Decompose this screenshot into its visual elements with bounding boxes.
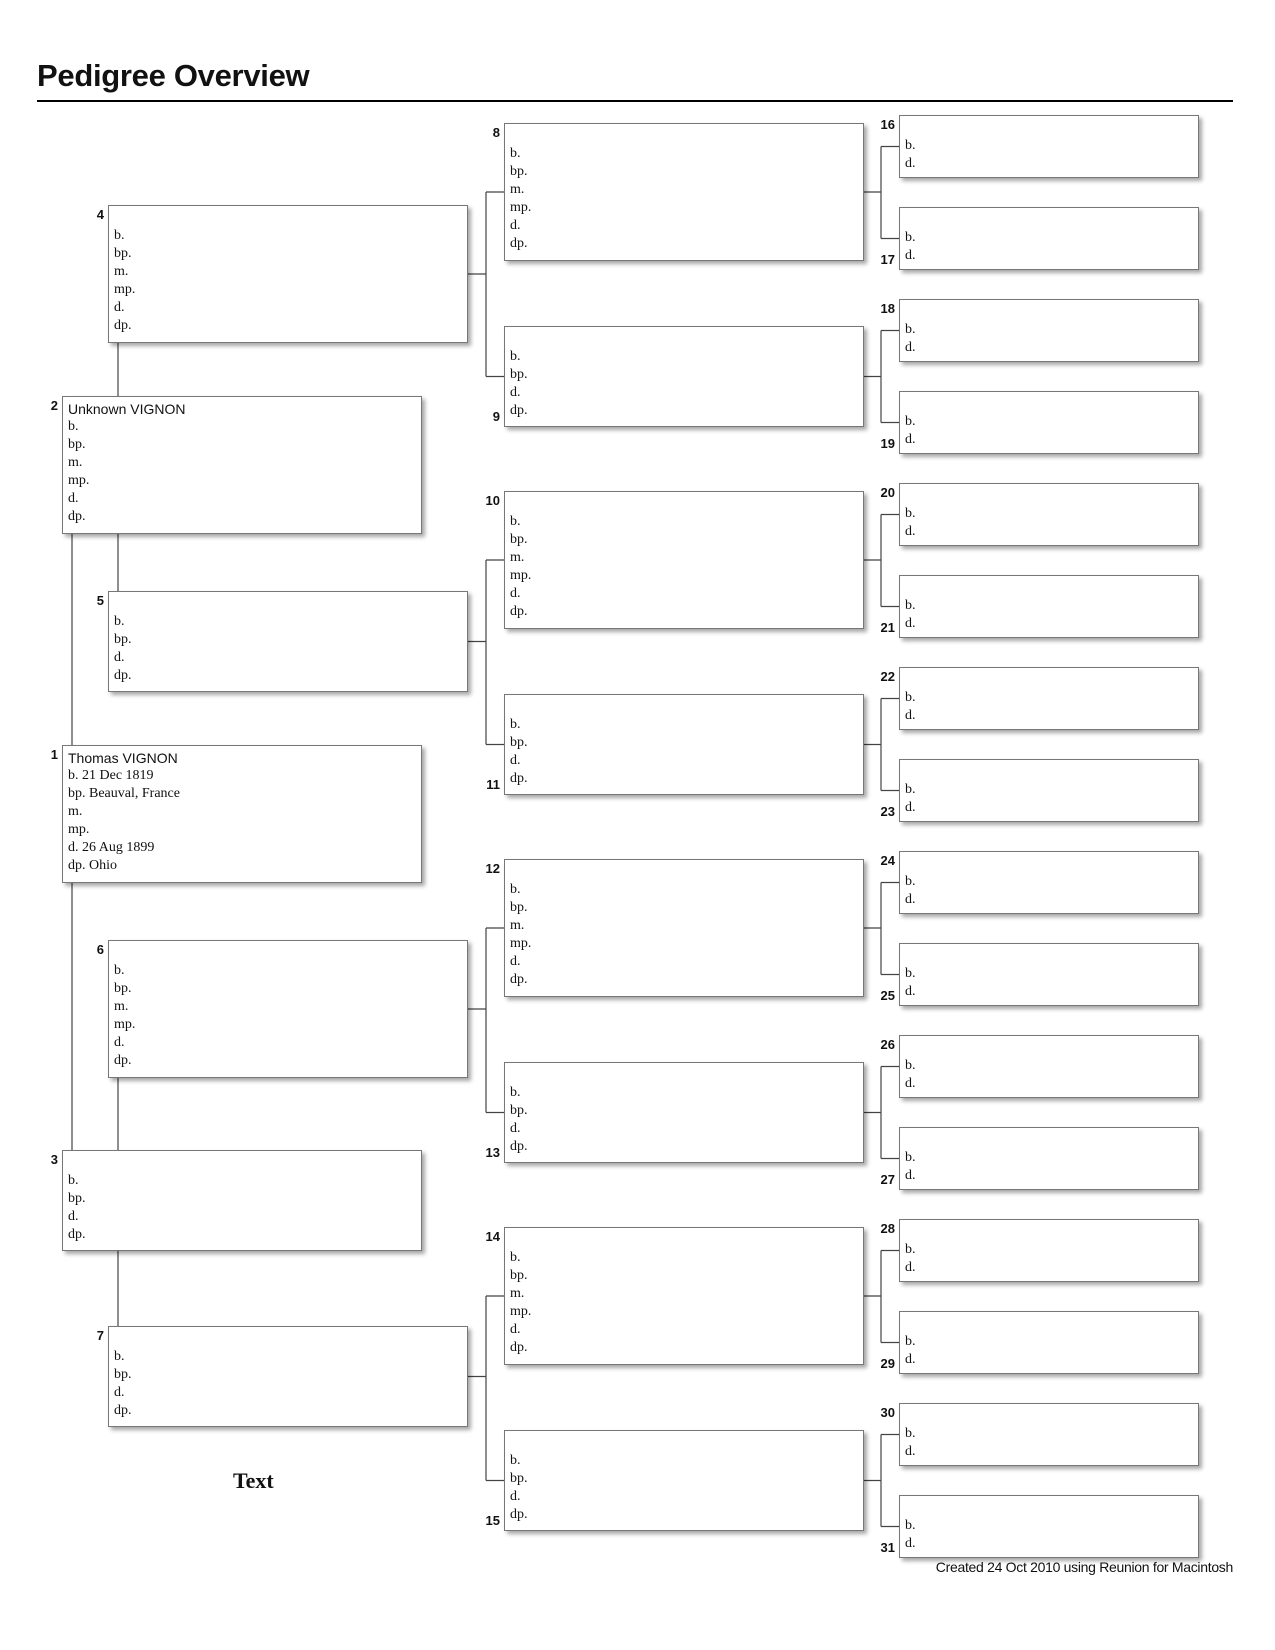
person-fact: d. <box>510 586 521 601</box>
person-box-30[interactable] <box>899 1403 1199 1466</box>
person-number: 26 <box>880 1037 895 1052</box>
person-box-9[interactable] <box>504 326 864 427</box>
person-fact: d. <box>510 753 521 768</box>
person-number: 30 <box>880 1405 895 1420</box>
person-fact: b. <box>510 1250 521 1265</box>
person-fact: d. <box>905 340 916 355</box>
person-number: 20 <box>880 485 895 500</box>
person-name <box>510 1066 858 1084</box>
person-fact: d. <box>905 708 916 723</box>
person-name <box>68 1154 416 1172</box>
person-number: 10 <box>485 493 500 508</box>
person-box-31[interactable] <box>899 1495 1199 1558</box>
person-fact: dp. <box>510 403 528 418</box>
person-name <box>905 1223 1193 1241</box>
person-fact: b. <box>510 514 521 529</box>
person-fact: dp. <box>68 1227 86 1242</box>
person-fact: m. <box>114 264 129 279</box>
person-fact: d. <box>68 491 79 506</box>
person-box-19[interactable] <box>899 391 1199 454</box>
person-fact: d. <box>905 1536 916 1551</box>
person-name <box>905 855 1193 873</box>
person-fact: b. <box>905 1150 916 1165</box>
person-fact: dp. <box>510 1139 528 1154</box>
person-fact: b. <box>905 322 916 337</box>
person-name <box>510 698 858 716</box>
person-fact: b. <box>905 230 916 245</box>
person-fact: dp. <box>114 1053 132 1068</box>
person-fact: b. <box>68 1173 79 1188</box>
person-number: 1 <box>50 747 58 762</box>
person-number: 31 <box>880 1540 895 1555</box>
person-box-2[interactable] <box>62 396 422 534</box>
person-fact: d. <box>68 1209 79 1224</box>
person-name <box>510 1231 858 1249</box>
person-name <box>905 303 1193 321</box>
person-number: 25 <box>880 988 895 1003</box>
person-name <box>510 330 858 348</box>
person-fact: d. <box>905 892 916 907</box>
person-fact: d. <box>905 524 916 539</box>
person-fact: m. <box>510 1286 525 1301</box>
person-box-16[interactable] <box>899 115 1199 178</box>
person-number: 18 <box>880 301 895 316</box>
person-fact: d. <box>510 218 521 233</box>
person-fact: b. <box>905 414 916 429</box>
person-fact: b. <box>905 966 916 981</box>
person-fact: dp. Ohio <box>68 858 117 873</box>
person-fact: b. 21 Dec 1819 <box>68 768 154 783</box>
person-name <box>905 671 1193 689</box>
person-box-20[interactable] <box>899 483 1199 546</box>
person-name <box>905 1407 1193 1425</box>
text-label: Text <box>233 1468 274 1493</box>
person-fact: b. <box>905 598 916 613</box>
person-box-18[interactable] <box>899 299 1199 362</box>
person-box-6[interactable] <box>108 940 468 1078</box>
person-fact: b. <box>114 1349 125 1364</box>
person-number: 2 <box>50 398 58 413</box>
person-fact: dp. <box>68 509 86 524</box>
person-name <box>905 947 1193 965</box>
person-box-23[interactable] <box>899 759 1199 822</box>
person-fact: d. 26 Aug 1899 <box>68 840 155 855</box>
person-fact: dp. <box>510 604 528 619</box>
person-fact: bp. <box>510 367 528 382</box>
person-fact: bp. <box>510 735 528 750</box>
person-number: 22 <box>880 669 895 684</box>
person-fact: dp. <box>510 1507 528 1522</box>
person-name <box>905 1315 1193 1333</box>
person-number: 15 <box>485 1513 500 1528</box>
person-fact: b. <box>114 228 125 243</box>
person-fact: b. <box>905 138 916 153</box>
person-number: 29 <box>880 1356 895 1371</box>
person-number: 14 <box>485 1229 500 1244</box>
person-number: 16 <box>880 117 895 132</box>
person-fact: bp. <box>114 1367 132 1382</box>
person-fact: b. <box>114 614 125 629</box>
person-box-21[interactable] <box>899 575 1199 638</box>
person-fact: b. <box>114 963 125 978</box>
person-name <box>905 579 1193 597</box>
person-fact: bp. <box>114 246 132 261</box>
person-fact: m. <box>510 918 525 933</box>
person-box-8[interactable] <box>504 123 864 261</box>
person-fact: d. <box>510 1322 521 1337</box>
person-box-15[interactable] <box>504 1430 864 1531</box>
person-fact: mp. <box>114 1017 136 1032</box>
person-fact: d. <box>114 1385 125 1400</box>
person-fact: mp. <box>68 473 90 488</box>
person-number: 11 <box>486 777 500 792</box>
person-fact: b. <box>905 1426 916 1441</box>
person-fact: b. <box>510 146 521 161</box>
person-fact: m. <box>510 182 525 197</box>
person-name: Thomas VIGNON <box>68 750 178 766</box>
person-name <box>510 127 858 145</box>
person-fact: b. <box>510 349 521 364</box>
person-number: 12 <box>485 861 500 876</box>
person-name <box>114 944 462 962</box>
person-number: 6 <box>96 942 104 957</box>
person-fact: b. <box>510 1085 521 1100</box>
person-fact: d. <box>905 984 916 999</box>
person-fact: b. <box>905 782 916 797</box>
person-fact: d. <box>905 156 916 171</box>
footer-credit: Created 24 Oct 2010 using Reunion for Macintosh <box>935 1559 1233 1575</box>
person-box-5[interactable] <box>108 591 468 692</box>
person-number: 27 <box>880 1172 895 1187</box>
person-box-25[interactable] <box>899 943 1199 1006</box>
person-box-4[interactable] <box>108 205 468 343</box>
person-name: Unknown VIGNON <box>68 401 186 417</box>
person-fact: d. <box>905 1168 916 1183</box>
person-fact: mp. <box>68 822 90 837</box>
person-fact: d. <box>510 1489 521 1504</box>
person-name <box>905 211 1193 229</box>
person-box-7[interactable] <box>108 1326 468 1427</box>
person-fact: d. <box>114 300 125 315</box>
person-fact: b. <box>510 882 521 897</box>
person-number: 4 <box>96 207 104 222</box>
person-box-10[interactable] <box>504 491 864 629</box>
person-number: 9 <box>492 409 500 424</box>
person-number: 8 <box>492 125 500 140</box>
person-fact: bp. <box>114 632 132 647</box>
person-fact: d. <box>905 432 916 447</box>
person-fact: d. <box>114 1035 125 1050</box>
person-name <box>905 763 1193 781</box>
person-box-22[interactable] <box>899 667 1199 730</box>
person-box-3[interactable] <box>62 1150 422 1251</box>
person-name <box>905 487 1193 505</box>
person-fact: mp. <box>510 1304 532 1319</box>
person-fact: m. <box>68 804 83 819</box>
person-fact: d. <box>510 1121 521 1136</box>
person-fact: mp. <box>510 200 532 215</box>
person-name <box>510 495 858 513</box>
person-box-14[interactable] <box>504 1227 864 1365</box>
person-box-17[interactable] <box>899 207 1199 270</box>
person-fact: dp. <box>510 771 528 786</box>
person-fact: d. <box>905 1352 916 1367</box>
person-fact: bp. <box>510 164 528 179</box>
person-number: 3 <box>50 1152 58 1167</box>
person-fact: d. <box>510 385 521 400</box>
page-title: Pedigree Overview <box>37 58 310 93</box>
person-fact: b. <box>68 419 79 434</box>
person-fact: dp. <box>114 318 132 333</box>
person-box-28[interactable] <box>899 1219 1199 1282</box>
person-fact: dp. <box>510 972 528 987</box>
person-fact: d. <box>114 650 125 665</box>
person-fact: m. <box>114 999 129 1014</box>
person-box-24[interactable] <box>899 851 1199 914</box>
person-box-12[interactable] <box>504 859 864 997</box>
person-box-13[interactable] <box>504 1062 864 1163</box>
person-number: 17 <box>880 252 895 267</box>
person-name <box>114 595 462 613</box>
person-fact: bp. <box>510 1103 528 1118</box>
person-fact: b. <box>905 874 916 889</box>
person-box-29[interactable] <box>899 1311 1199 1374</box>
person-number: 13 <box>485 1145 500 1160</box>
person-fact: d. <box>905 800 916 815</box>
person-fact: bp. <box>510 1268 528 1283</box>
person-fact: d. <box>905 616 916 631</box>
person-fact: d. <box>905 1444 916 1459</box>
person-fact: bp. <box>68 437 86 452</box>
person-name <box>510 1434 858 1452</box>
person-name <box>905 1499 1193 1517</box>
person-fact: b. <box>905 690 916 705</box>
person-fact: m. <box>510 550 525 565</box>
person-number: 24 <box>880 853 895 868</box>
person-name <box>114 1330 462 1348</box>
person-number: 7 <box>96 1328 104 1343</box>
person-fact: dp. <box>114 668 132 683</box>
person-fact: bp. <box>510 900 528 915</box>
person-fact: b. <box>905 1058 916 1073</box>
person-name <box>905 1131 1193 1149</box>
person-fact: b. <box>510 1453 521 1468</box>
person-name <box>114 209 462 227</box>
person-fact: bp. Beauval, France <box>68 786 180 801</box>
person-fact: mp. <box>114 282 136 297</box>
person-number: 28 <box>880 1221 895 1236</box>
person-fact: b. <box>905 1334 916 1349</box>
person-fact: m. <box>68 455 83 470</box>
person-name <box>905 1039 1193 1057</box>
person-box-1[interactable] <box>62 745 422 883</box>
person-fact: b. <box>905 1242 916 1257</box>
person-number: 19 <box>880 436 895 451</box>
person-name <box>905 119 1193 137</box>
person-fact: bp. <box>114 981 132 996</box>
person-fact: dp. <box>114 1403 132 1418</box>
person-name <box>905 395 1193 413</box>
person-fact: d. <box>905 1076 916 1091</box>
person-fact: mp. <box>510 568 532 583</box>
person-box-26[interactable] <box>899 1035 1199 1098</box>
person-number: 21 <box>880 620 895 635</box>
person-fact: d. <box>510 954 521 969</box>
person-box-11[interactable] <box>504 694 864 795</box>
person-fact: b. <box>905 506 916 521</box>
person-name <box>510 863 858 881</box>
person-fact: b. <box>510 717 521 732</box>
person-fact: bp. <box>68 1191 86 1206</box>
person-fact: bp. <box>510 1471 528 1486</box>
person-fact: d. <box>905 248 916 263</box>
person-fact: b. <box>905 1518 916 1533</box>
person-box-27[interactable] <box>899 1127 1199 1190</box>
person-fact: dp. <box>510 236 528 251</box>
person-fact: bp. <box>510 532 528 547</box>
person-number: 5 <box>96 593 104 608</box>
person-fact: d. <box>905 1260 916 1275</box>
person-number: 23 <box>880 804 895 819</box>
person-fact: dp. <box>510 1340 528 1355</box>
person-fact: mp. <box>510 936 532 951</box>
